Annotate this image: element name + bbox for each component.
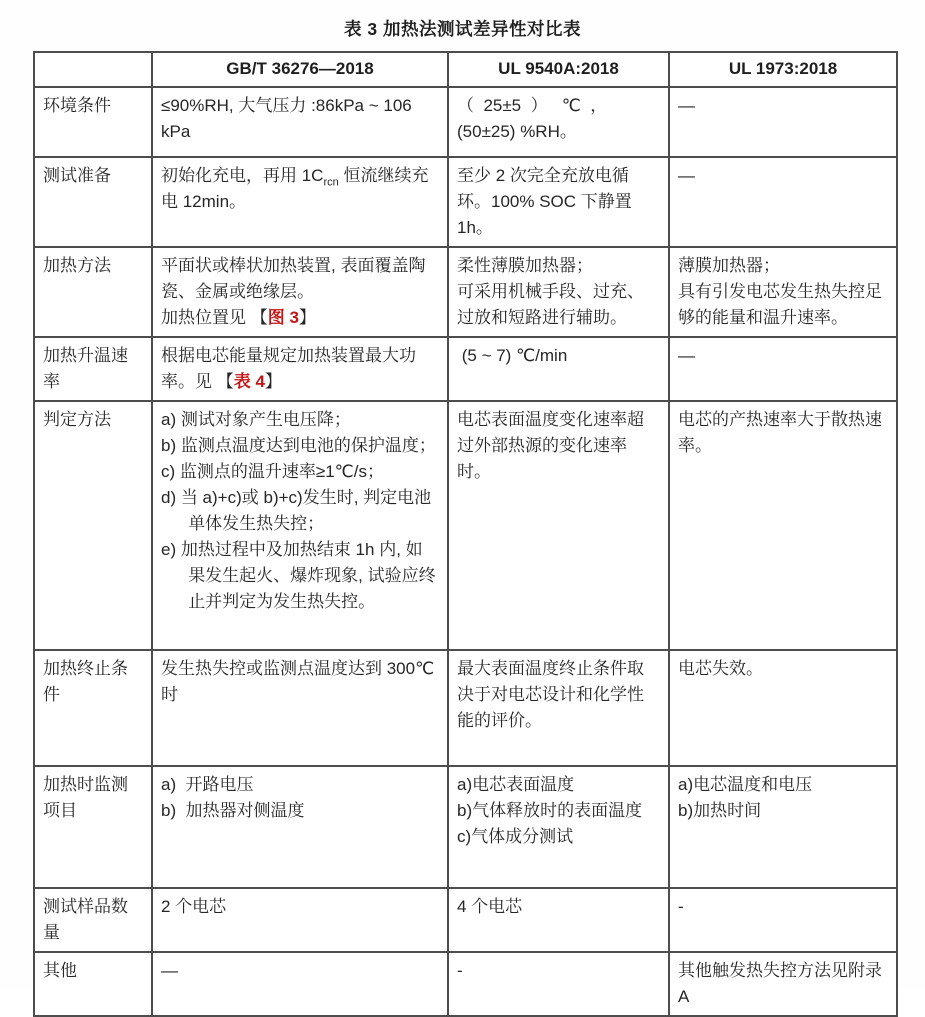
cell-text: 4 个电芯 (457, 897, 523, 916)
header-cell-blank (34, 52, 152, 87)
cell-text: 初始化充电，再用 1C (161, 166, 324, 185)
cell-text: c) 监测点的温升速率≥1℃/s； (161, 462, 384, 481)
cell-text: 其他触发热失控方法见附录 A (678, 961, 887, 1006)
cell-text: - (678, 897, 684, 916)
cell-paragraph (678, 958, 888, 1010)
subscript-text: rcn (323, 176, 339, 189)
table-cell (669, 87, 897, 157)
table-row (34, 952, 897, 1016)
cell-paragraph (457, 279, 660, 331)
cell-text: d) 当 a)+c)或 b)+c)发生时, 判定电池单体发生热失控； (161, 488, 432, 533)
cell-text: 可采用机械手段、过充、过放和短路进行辅助。 (457, 282, 644, 327)
table-cell (448, 247, 669, 337)
table-cell (669, 401, 897, 650)
table-cell (448, 401, 669, 650)
cell-text: a)电芯表面温度 (457, 775, 575, 794)
table-cell (669, 247, 897, 337)
table-cell (152, 247, 448, 337)
row-label: 其他 (34, 952, 152, 1016)
cell-paragraph (457, 894, 660, 920)
cell-text: b) 监测点温度达到电池的保护温度； (161, 436, 436, 455)
cell-text: a) 开路电压 (161, 775, 254, 794)
cell-paragraph (678, 93, 888, 119)
row-label: 加热时监测项目 (34, 766, 152, 888)
cell-paragraph (161, 305, 439, 331)
cell-text: (50±25) %RH。 (457, 122, 577, 141)
table-row (34, 650, 897, 766)
table-row (34, 157, 897, 247)
row-label: 判定方法 (34, 401, 152, 650)
cell-text: 恒流继续充电 12min。 (161, 166, 429, 211)
cell-paragraph (161, 459, 439, 485)
table-cell (448, 650, 669, 766)
cell-paragraph (457, 119, 660, 145)
cell-text: ≤90%RH, 大气压力 :86kPa ~ 106 kPa (161, 96, 417, 141)
cell-paragraph (161, 798, 439, 824)
cell-paragraph (457, 343, 660, 369)
cell-paragraph (161, 343, 439, 395)
cell-text: 最大表面温度终止条件取决于对电芯设计和化学性能的评价。 (457, 659, 644, 730)
cell-paragraph (161, 253, 439, 305)
cell-text: 电芯的产热速率大于散热速率。 (678, 410, 882, 455)
cell-paragraph (161, 433, 439, 459)
cell-text: 加热位置见 【 (161, 308, 268, 327)
table-cell (669, 952, 897, 1016)
table-cell (152, 766, 448, 888)
cell-text: - (457, 961, 463, 980)
table-cell (152, 157, 448, 247)
cell-text: 发生热失控或监测点温度达到 300℃时 (161, 659, 435, 704)
cell-text: 薄膜加热器； (678, 256, 780, 275)
cell-text: 具有引发电芯发生热失控足够的能量和温升速率。 (678, 282, 882, 327)
cell-text: (5 ~ 7) ℃/min (457, 346, 568, 365)
cell-text: （ 25±5 ） ℃ ， (457, 96, 608, 115)
comparison-table (33, 51, 898, 1017)
table-cell (152, 337, 448, 401)
cell-paragraph (457, 93, 660, 119)
row-label: 加热升温速率 (34, 337, 152, 401)
cell-paragraph (457, 798, 660, 824)
cell-paragraph (161, 485, 439, 537)
row-label: 环境条件 (34, 87, 152, 157)
table-cell (448, 337, 669, 401)
cell-paragraph (161, 163, 439, 215)
header-cell-ul-1973: UL 1973:2018 (669, 52, 897, 87)
cell-text: 】 (298, 308, 316, 327)
table-title: 表 3 加热法测试差异性对比表 (344, 19, 581, 39)
red-reference-text: 图 3 (267, 308, 299, 327)
cell-paragraph (678, 798, 888, 824)
cell-paragraph (457, 163, 660, 241)
cell-text: — (678, 346, 695, 365)
table-cell (669, 888, 897, 952)
cell-paragraph (161, 772, 439, 798)
cell-paragraph (678, 772, 888, 798)
cell-paragraph (678, 407, 888, 459)
table-cell (448, 888, 669, 952)
cell-paragraph (161, 537, 439, 615)
table-row (34, 87, 897, 157)
cell-paragraph (457, 656, 660, 734)
cell-text: 2 个电芯 (161, 897, 227, 916)
header-cell-ul-9540a: UL 9540A:2018 (448, 52, 669, 87)
table-cell (152, 401, 448, 650)
table-row (34, 337, 897, 401)
row-label: 测试准备 (34, 157, 152, 247)
cell-text: 电芯失效。 (678, 659, 763, 678)
cell-text: a)电芯温度和电压 (678, 775, 813, 794)
cell-text: c)气体成分测试 (457, 827, 574, 846)
cell-text: 至少 2 次完全充放电循环。100% SOC 下静置 1h。 (457, 166, 637, 237)
red-reference-text: 表 4 (233, 372, 265, 391)
cell-paragraph (678, 656, 888, 682)
table-cell (152, 650, 448, 766)
cell-text: 】 (264, 372, 282, 391)
table-cell (448, 766, 669, 888)
cell-paragraph (161, 958, 439, 984)
cell-paragraph (457, 958, 660, 984)
cell-text: 平面状或棒状加热装置, 表面覆盖陶瓷、金属或绝缘层。 (161, 256, 426, 301)
cell-paragraph (678, 343, 888, 369)
cell-paragraph (457, 407, 660, 485)
row-label: 测试样品数量 (34, 888, 152, 952)
cell-paragraph (678, 894, 888, 920)
cell-paragraph (161, 894, 439, 920)
header-row (34, 52, 897, 87)
table-cell (448, 87, 669, 157)
table-row (34, 247, 897, 337)
table-body (34, 87, 897, 1016)
table-cell (669, 766, 897, 888)
cell-text: 电芯表面温度变化速率超过外部热源的变化速率时。 (457, 410, 644, 481)
cell-text: a) 测试对象产生电压降； (161, 410, 351, 429)
table-cell (669, 650, 897, 766)
cell-paragraph (457, 772, 660, 798)
table-cell (448, 157, 669, 247)
cell-text: — (678, 96, 695, 115)
cell-paragraph (457, 824, 660, 850)
cell-paragraph (161, 407, 439, 433)
table-cell (152, 952, 448, 1016)
table-cell (152, 888, 448, 952)
cell-text: 根据电芯能量规定加热装置最大功率。见 【 (161, 346, 416, 391)
cell-text: e) 加热过程中及加热结束 1h 内, 如果发生起火、爆炸现象, 试验应终止并判定为发生热失控。 (161, 540, 436, 611)
table-row (34, 401, 897, 650)
cell-paragraph (161, 93, 439, 145)
cell-paragraph (678, 163, 888, 189)
cell-paragraph (457, 253, 660, 279)
cell-text: b)气体释放时的表面温度 (457, 801, 643, 820)
table-row (34, 888, 897, 952)
cell-text: b)加热时间 (678, 801, 762, 820)
cell-text: b) 加热器对侧温度 (161, 801, 305, 820)
header-cell-gbt-36276: GB/T 36276—2018 (152, 52, 448, 87)
cell-text: — (678, 166, 695, 185)
table-row (34, 766, 897, 888)
cell-text: — (161, 961, 178, 980)
table-cell (669, 157, 897, 247)
row-label: 加热方法 (34, 247, 152, 337)
table-cell (152, 87, 448, 157)
cell-text: 柔性薄膜加热器； (457, 256, 593, 275)
table-cell (669, 337, 897, 401)
cell-paragraph (678, 253, 888, 279)
row-label: 加热终止条件 (34, 650, 152, 766)
cell-paragraph (678, 279, 888, 331)
table-cell (448, 952, 669, 1016)
cell-paragraph (161, 656, 439, 708)
